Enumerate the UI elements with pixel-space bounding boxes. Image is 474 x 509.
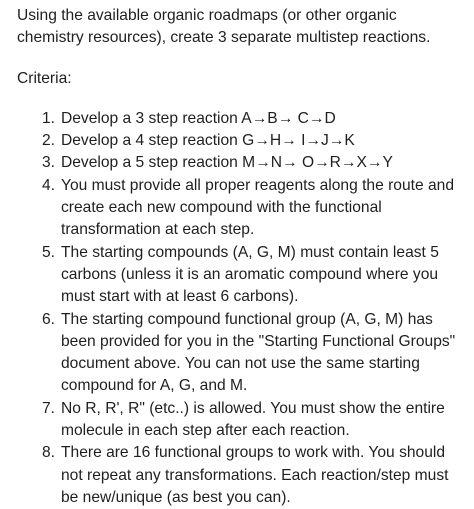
criteria-number: 6. [41, 310, 55, 328]
criteria-item [17, 309, 466, 398]
criteria-number: 2. [41, 132, 55, 150]
criteria-text: Develop a 4 step reaction G→H→ I→J→K [61, 132, 355, 150]
criteria-text: The starting compounds (A, G, M) must contain least 5 carbons (unless it is an aromatic compound where you must start with at least 6 carbons). [61, 243, 439, 306]
criteria-number: 7. [41, 399, 55, 417]
criteria-text: Develop a 5 step reaction M→N→ O→R→X→Y [61, 154, 393, 172]
criteria-number: 8. [41, 444, 55, 462]
criteria-number: 5. [41, 243, 55, 261]
intro-paragraph: Using the available organic roadmaps (or other organic chemistry resources), create 3 separate multistep reactions. [17, 7, 431, 47]
criteria-text: No R, R', R" (etc..) is allowed. You must show the entire molecule in each step after each reaction. [61, 399, 445, 440]
criteria-item [17, 242, 466, 309]
criteria-item [17, 130, 466, 152]
criteria-number: 1. [41, 109, 55, 127]
criteria-item [17, 108, 466, 130]
criteria-text: You must provide all proper reagents along the route and create each new compound with the functional transformation at each step. [61, 176, 454, 239]
criteria-number: 3. [41, 154, 55, 172]
criteria-item [17, 398, 466, 443]
criteria-text: Develop a 3 step reaction A→B→ C→D [61, 109, 336, 127]
criteria-list [17, 108, 466, 509]
criteria-heading: Criteria: [17, 69, 72, 87]
criteria-text: The starting compound functional group (A, G, M) has been provided for you in the "Starting Functional Groups" document above. You can not use the same starting compound for A, G, and M. [61, 310, 456, 395]
criteria-item [17, 442, 466, 509]
criteria-item [17, 152, 466, 174]
criteria-text: There are 16 functional groups to work with. You should not repeat any transformations. Each reaction/step must be new/unique (as best you can). [61, 444, 449, 506]
criteria-item [17, 175, 466, 242]
criteria-number: 4. [41, 176, 55, 194]
